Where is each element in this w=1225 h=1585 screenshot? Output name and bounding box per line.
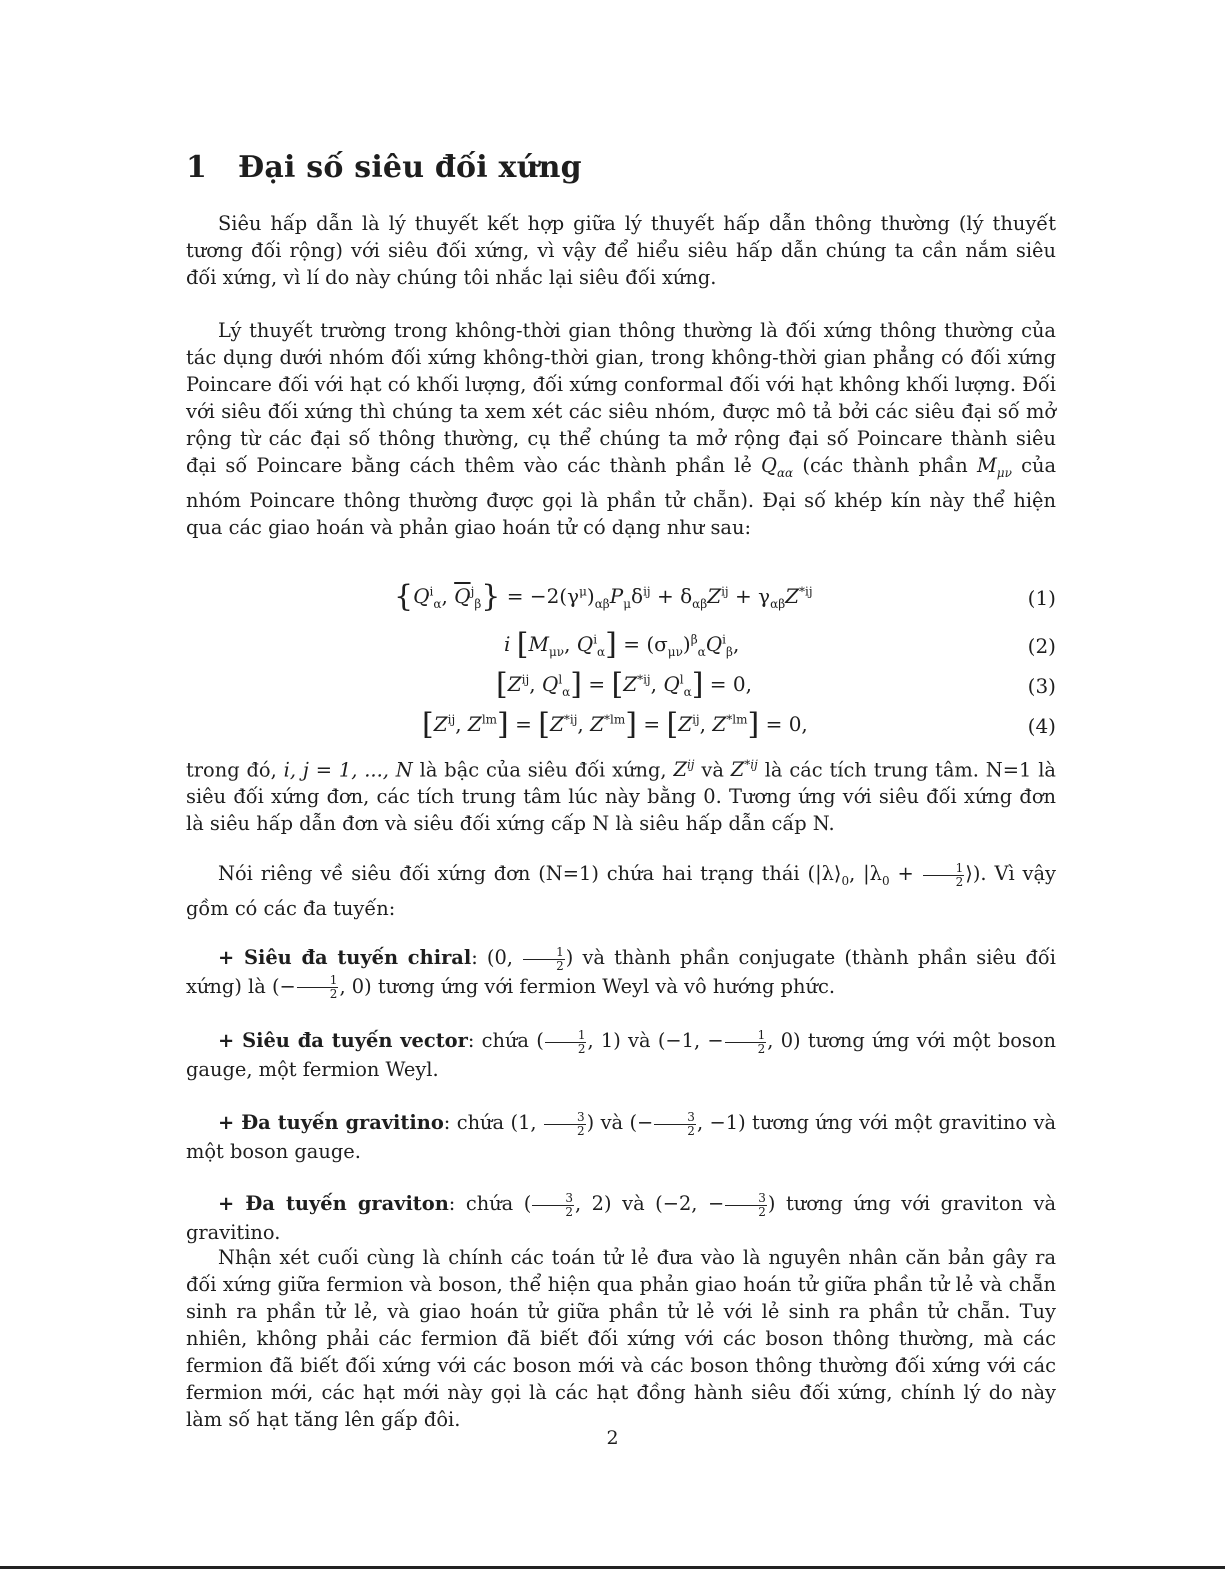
math-M: $M_{\mu\nu}$ [976,454,1012,480]
bullet-chiral-multiplet: + Siêu đa tuyến chiral: (0, $\frac{1}{2}$ ) và thành phần conjugate (thành phần siêu đối xứng) là (− $\frac{1}{2}$ , 0) tương ứng với fermion Weyl và vô hướng phức. [186,944,1056,1001]
math-Z: $Z^{ij}$ [673,758,695,782]
page-number: 2 [606,1427,619,1449]
math-Q-odd: $Q_{\alpha\alpha}$ [761,454,794,480]
equation-4-number: (4) [1027,714,1056,738]
equation-3-number: (3) [1027,674,1056,698]
section-heading [186,150,582,185]
paragraph-field-theory: Lý thuyết trường trong không-thời gian thông thường là đối xứng thông thường của tác dụng dưới nhóm đối xứng không-thời gian, trong không-thời gian phẳng có đối xứng Poincare đối với hạt có khối lượng, đối xứng conformal đối với hạt không khối lượng. Đối với siêu đối xứng thì chúng ta xem xét các siêu nhóm, được mô tả bởi các siêu đại số mở rộng từ các đại số thông thường, cụ thể chúng ta mở rộng đại số Poincare thành siêu đại số Poincare bằng cách thêm vào các thành phần lẻ $Q_{\alpha\alpha}$ (các thành phần $M_{\mu\nu}$ của nhóm Poincare thông thường được gọi là phần tử chẵn). Đại số khép kín này thể hiện qua các giao hoán và phản giao hoán tử có dạng như sau: [186,319,1057,539]
equation-2-number: (2) [1027,634,1056,658]
paragraph-simple-susy: Nói riêng về siêu đối xứng đơn (N=1) chứa hai trạng thái ($|\lambda⟩_0$, $|\lambda_0$ + $\frac{1}{2}$ ⟩). Vì vậy gồm có các đa tuyến: [186,860,1057,920]
section-title: Đại số siêu đối xứng [238,150,582,185]
paragraph-where: trong đó, i, j = 1, ..., N là bậc của siêu đối xứng, $Z^{ij}$ và $Z^{*ij}$ là các tích trung tâm. N=1 là siêu đối xứng đơn, các tích trung tâm lúc này bằng 0. Tương ứng với siêu đối xứng đơn là siêu hấp dẫn đơn và siêu đối xứng cấp N là siêu hấp dẫn cấp N. [186,758,1056,836]
equation-2-expr: i [$M_{\mu\nu}$, $Q^i_\alpha] = (\sigma_{\mu\nu})^\beta_\alpha Q^i_\beta$, [504,627,740,662]
bullet-graviton-multiplet: + Đa tuyến graviton: chứa ( $\frac{3}{2}$ , 2) và (−2, − $\frac{3}{2}$ ) tương ứng với graviton và gravitino. [186,1190,1057,1244]
paragraph-final-remark: Nhận xét cuối cùng là chính các toán tử lẻ đưa vào là nguyên nhân căn bản gây ra đối xứng giữa fermion và boson, thể hiện qua phản giao hoán tử giữa phần tử lẻ và chẵn sinh ra phần tử lẻ, và giao hoán tử giữa phần tử lẻ với lẻ sinh ra phần tử chẵn. Tuy nhiên, không phải các fermion đã biết đối xứng với các boson thông thường, mà các fermion đã biết đối xứng với các boson mới và các boson thông thường đối xứng với các fermion mới, các hạt mới này gọi là các hạt đồng hành siêu đối xứng, chính lý do này làm số hạt tăng lên gấp đôi. [186,1246,1056,1431]
equation-1 [186,580,1056,618]
equation-4 [186,708,1056,746]
paragraph-intro: Siêu hấp dẫn là lý thuyết kết hợp giữa lý thuyết hấp dẫn thông thường (lý thuyết tương đối rộng) với siêu đối xứng, vì vậy để hiểu siêu hấp dẫn chúng ta cần nắm siêu đối xứng, vì lí do này chúng tôi nhắc lại siêu đối xứng. [186,212,1056,289]
page-bottom-edge [0,1566,1225,1569]
math-states: ($|\lambda⟩_0$, $|\lambda_0$ + $\frac{1}{2}$ ⟩) [807,860,981,889]
bullet-vector-multiplet: + Siêu đa tuyến vector: chứa ( $\frac{1}{2}$ , 1) và (−1, − $\frac{1}{2}$ , 0) tương ứng với một boson gauge, một fermion Weyl. [186,1027,1057,1081]
equation-2 [186,628,1056,666]
equation-3-expr: [$Z^{ij}$, $Q^l_\alpha] = [Z^{*ij}$, $Q^l_\alpha] = 0$, [496,667,753,702]
equation-3 [186,668,1056,706]
equation-4-expr: [$Z^{ij}$, $Z^{lm}] = [Z^{*ij}$, $Z^{*lm}] = [Z^{ij}$, $Z^{*lm}] = 0$, [422,707,808,742]
equation-1-expr: {$Q^i_\alpha$, $\overline{Q}^j_\beta\} = -2(\gamma^\mu)_{\alpha\beta}P_\mu\delta^{ij} + \delta_{\alpha\beta}Z^{ij} + \gamma_{\alpha\beta}Z^{*ij}$ [394,579,813,614]
bullet-gravitino-multiplet: + Đa tuyến gravitino: chứa (1, $\frac{3}{2}$ ) và (− $\frac{3}{2}$ , −1) tương ứng với một gravitino và một boson gauge. [186,1109,1057,1163]
section-number: 1 [186,150,208,185]
math-Z-star: $Z^{*ij}$ [730,758,758,782]
equation-1-number: (1) [1027,586,1056,610]
math-ij-range: i, j = 1, ..., N [283,758,413,782]
